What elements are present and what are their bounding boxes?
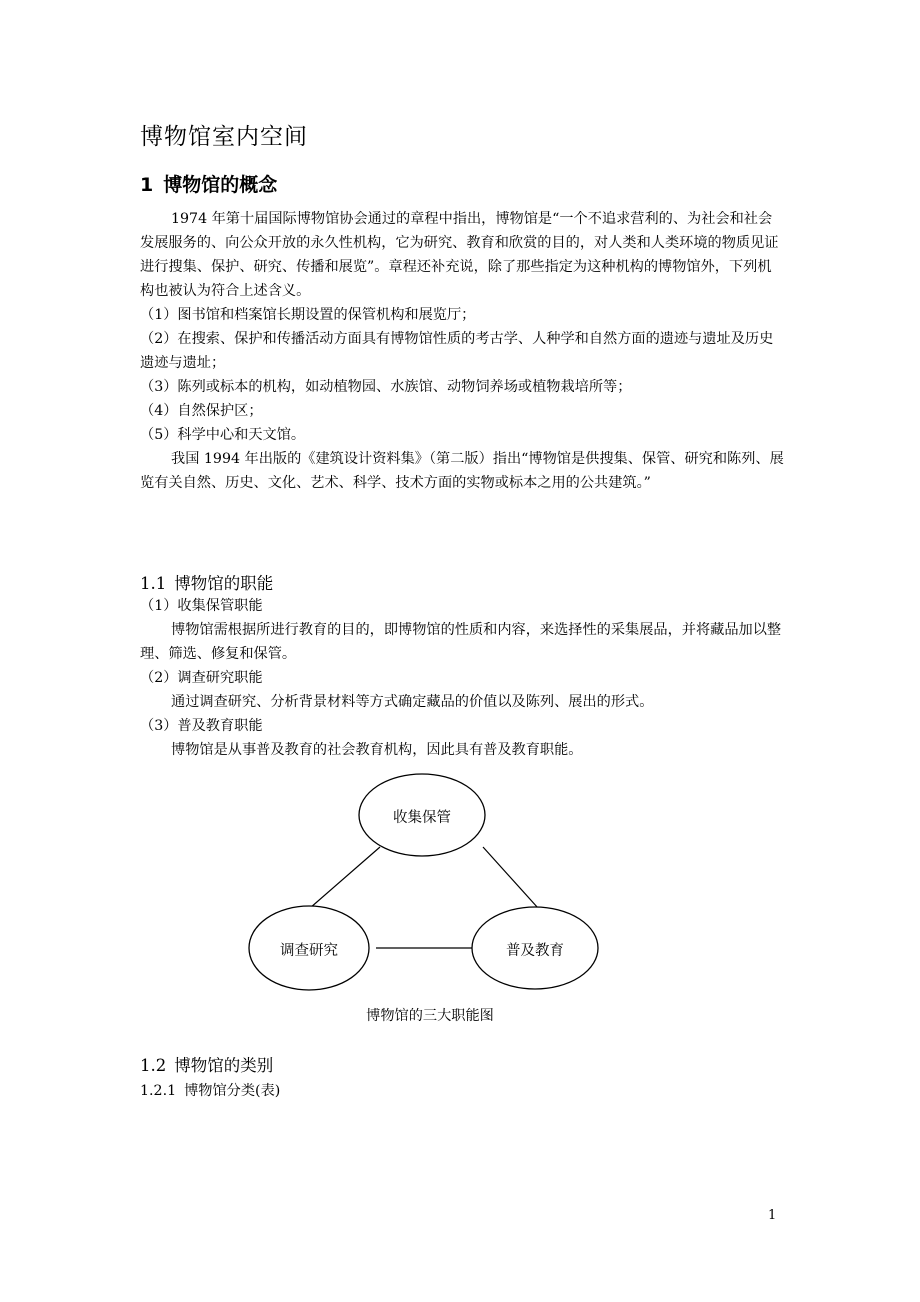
section-1-heading — [140, 170, 277, 197]
function-text: 通过调查研究、分析背景材料等方式确定藏品的价值以及陈列、展出的形式。 — [171, 694, 654, 710]
section-1-2-heading — [140, 1052, 273, 1076]
section-number: 1 — [140, 174, 154, 196]
function-label: （1）收集保管职能 — [140, 598, 263, 614]
paragraph: 1974 年第十届国际博物馆协会通过的章程中指出，博物馆是“一个不追求营利的、为社会和社会发展服务的、向公众开放的永久性机构，它为研究、教育和欣赏的目的，对人类和人类环境的物质见证进行搜集、保护、研究、传播和展览”。章程还补充说，除了那些指定为这种机构的博物馆外，下列机构也被认为符合上述含义。 — [140, 211, 779, 299]
paragraph: 我国 1994 年出版的《建筑设计资料集》（第二版）指出“博物馆是供搜集、保管、研究和陈列、展览有关自然、历史、文化、艺术、科学、技术方面的实物或标本之用的公共建筑。” — [140, 451, 784, 491]
node-label-collect: 收集保管 — [393, 810, 451, 826]
section-title: 博物馆的类别 — [174, 1056, 274, 1075]
document-title: 博物馆室内空间 — [140, 124, 308, 150]
functions-diagram — [240, 770, 620, 1040]
list-item: （3）陈列或标本的机构，如动植物园、水族馆、动物饲养场或植物栽培所等； — [140, 379, 632, 395]
function-label: （2）调查研究职能 — [140, 670, 263, 686]
section-number: 1.2 — [140, 1056, 167, 1075]
list-item: （4）自然保护区； — [140, 403, 263, 419]
section-1-2-1-heading — [140, 1080, 280, 1100]
connector-line — [483, 847, 538, 908]
section-title: 博物馆的职能 — [174, 574, 274, 593]
section-title: 博物馆分类(表) — [184, 1083, 281, 1099]
list-item: （1）图书馆和档案馆长期设置的保管机构和展览厅； — [140, 307, 476, 323]
function-text: 博物馆是从事普及教育的社会教育机构，因此具有普及教育职能。 — [171, 742, 583, 758]
section-1-body — [140, 207, 784, 495]
page-number: 1 — [768, 1208, 777, 1223]
diagram-caption: 博物馆的三大职能图 — [366, 1008, 494, 1024]
connector-line — [310, 847, 380, 908]
function-text: 博物馆需根据所进行教育的目的，即博物馆的性质和内容，来选择性的采集展品，并将藏品加以整理、筛选、修复和保管。 — [140, 622, 782, 662]
node-label-education: 普及教育 — [506, 943, 564, 959]
list-item: （2）在搜索、保护和传播活动方面具有博物馆性质的考古学、人种学和自然方面的遗迹与遗址及历史遗迹与遗址； — [140, 331, 774, 371]
section-1-1-heading — [140, 570, 273, 594]
section-number: 1.2.1 — [140, 1083, 177, 1099]
section-1-1-body — [140, 594, 784, 762]
section-number: 1.1 — [140, 574, 167, 593]
function-label: （3）普及教育职能 — [140, 718, 263, 734]
node-label-research: 调查研究 — [280, 943, 338, 959]
list-item: （5）科学中心和天文馆。 — [140, 427, 306, 443]
section-title: 博物馆的概念 — [163, 174, 278, 196]
